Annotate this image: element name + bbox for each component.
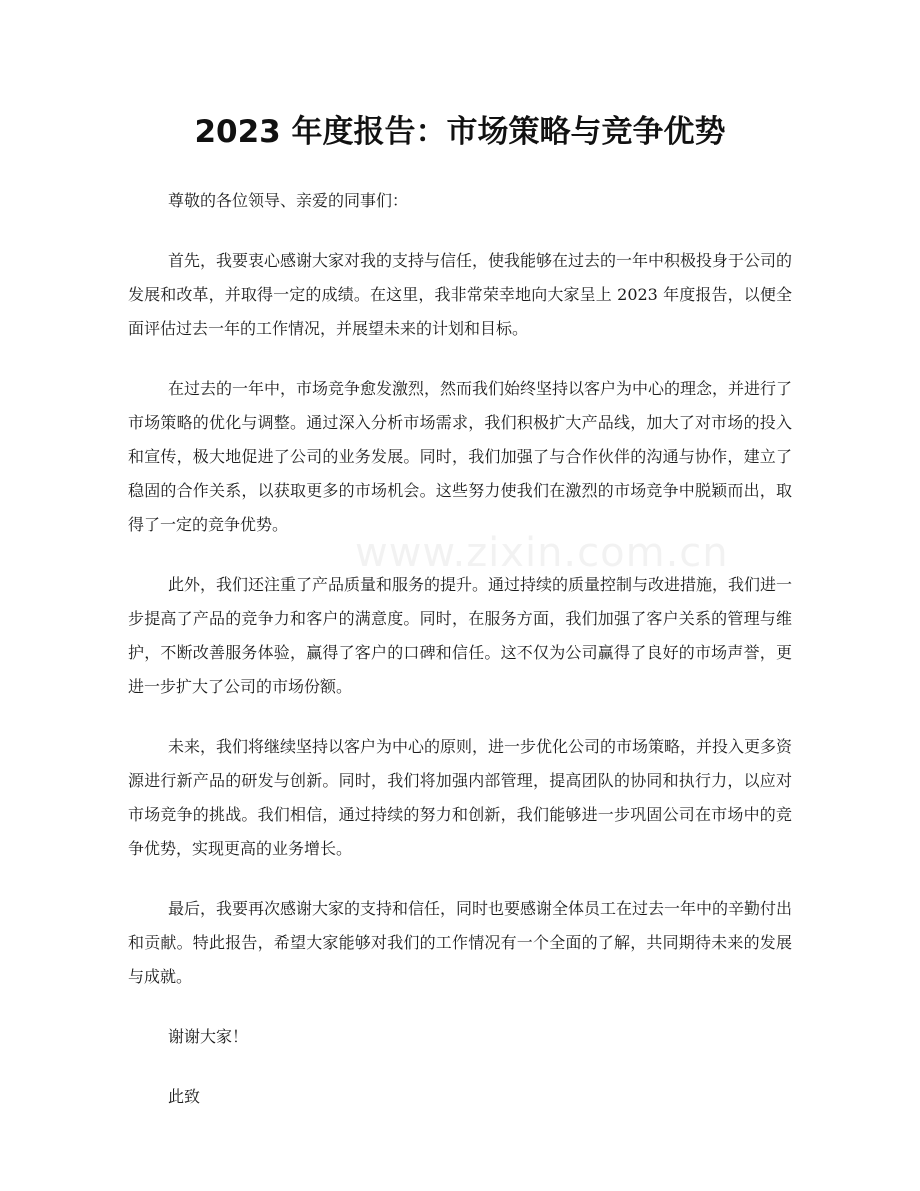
- body-paragraph: 在过去的一年中，市场竞争愈发激烈，然而我们始终坚持以客户为中心的理念，并进行了市场策略的优化与调整。通过深入分析市场需求，我们积极扩大产品线，加大了对市场的投入和宣传，极大地促进了公司的业务发展。同时，我们加强了与合作伙伴的沟通与协作，建立了稳固的合作关系，以获取更多的市场机会。这些努力使我们在激烈的市场竞争中脱颖而出，取得了一定的竞争优势。: [128, 379, 793, 534]
- body-paragraph: 最后，我要再次感谢大家的支持和信任，同时也要感谢全体员工在过去一年中的辛勤付出和贡献。特此报告，希望大家能够对我们的工作情况有一个全面的了解，共同期待未来的发展与成就。: [128, 899, 793, 986]
- closing-paragraph: 此致: [168, 1087, 201, 1106]
- thanks-paragraph: 谢谢大家！: [168, 1027, 249, 1046]
- greeting-paragraph: 尊敬的各位领导、亲爱的同事们：: [168, 191, 409, 210]
- document-title: 2023 年度报告：市场策略与竞争优势: [194, 114, 726, 150]
- document-body: [128, 184, 792, 1140]
- body-paragraph: 首先，我要衷心感谢大家对我的支持与信任，使我能够在过去的一年中积极投身于公司的发展和改革，并取得一定的成绩。在这里，我非常荣幸地向大家呈上 2023 年度报告，以便全面评估过去一年的工作情况，并展望未来的计划和目标。: [128, 251, 793, 338]
- watermark: www.zixin.com.cn: [355, 530, 729, 576]
- body-paragraph: 此外，我们还注重了产品质量和服务的提升。通过持续的质量控制与改进措施，我们进一步提高了产品的竞争力和客户的满意度。同时，在服务方面，我们加强了客户关系的管理与维护，不断改善服务体验，赢得了客户的口碑和信任。这不仅为公司赢得了良好的市场声誉，更进一步扩大了公司的市场份额。: [128, 575, 793, 696]
- body-paragraph: 未来，我们将继续坚持以客户为中心的原则，进一步优化公司的市场策略，并投入更多资源进行新产品的研发与创新。同时，我们将加强内部管理，提高团队的协同和执行力，以应对市场竞争的挑战。我们相信，通过持续的努力和创新，我们能够进一步巩固公司在市场中的竞争优势，实现更高的业务增长。: [128, 737, 793, 858]
